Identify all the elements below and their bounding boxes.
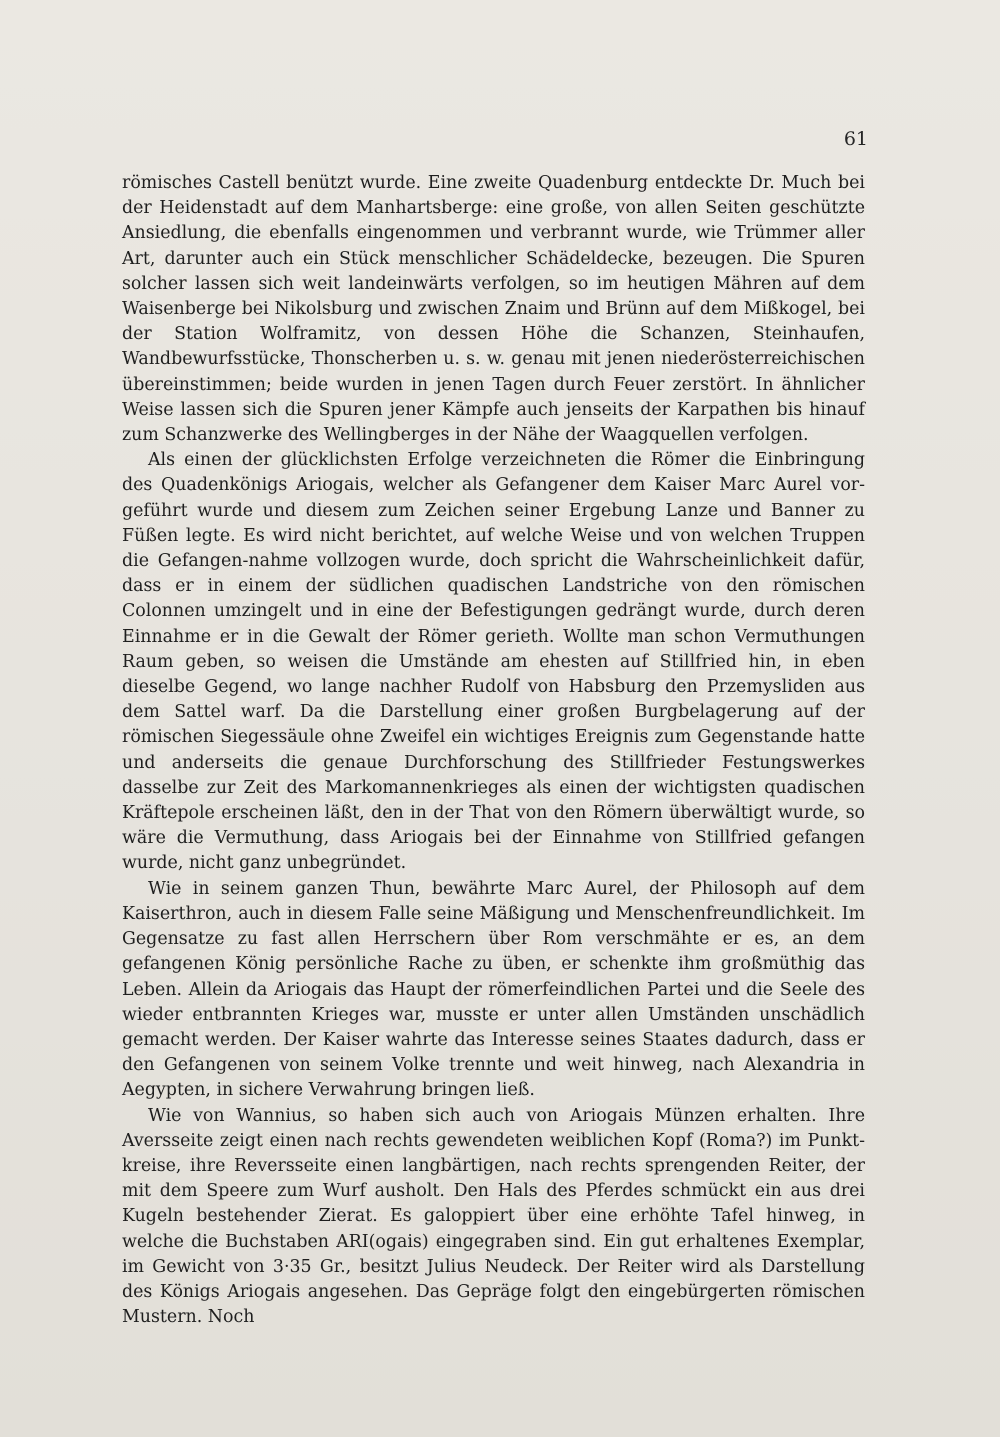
paragraph-1: römisches Castell benützt wurde. Eine zweite Quadenburg entdeckte Dr. Much bei der Heidenstadt auf dem Manhartsberge: eine große, von allen Seiten geschützte Ansiedlung, die ebenfalls eingenommen und verbrannt wurde, wie Trümmer aller Art, darunter auch ein Stück menschlicher Schädeldecke, bezeugen. Die Spuren solcher lassen sich weit landeinwärts verfolgen, so im heutigen Mähren auf dem Waisenberge bei Nikolsburg und zwischen Znaim und Brünn auf dem Mißkogel, bei der Station Wolframitz, von dessen Höhe die Schanzen, Steinhaufen, Wandbewurfsstücke, Thonscherben u. s. w. genau mit jenen niederösterreichischen übereinstimmen; beide wurden in jenen Tagen durch Feuer zerstört. In ähnlicher Weise lassen sich die Spuren jener Kämpfe auch jenseits der Karpathen bis hinauf zum Schanzwerke des Wellingberges in der Nähe der Waagquellen verfolgen. [122, 173, 865, 446]
paragraph-2: Als einen der glücklichsten Erfolge verzeichneten die Römer die Einbringung des Quadenkönigs Ariogais, welcher als Gefangener dem Kaiser Marc Aurel vor-geführt wurde und diesem zum Zeichen seiner Ergebung Lanze und Banner zu Füßen legte. Es wird nicht berichtet, auf welche Weise und von welchen Truppen die Gefangen-nahme vollzogen wurde, doch spricht die Wahrscheinlichkeit dafür, dass er in einem der südlichen quadischen Landstriche von den römischen Colonnen umzingelt und in eine der Befestigungen gedrängt wurde, durch deren Einnahme er in die Gewalt der Römer gerieth. Wollte man schon Vermuthungen Raum geben, so weisen die Umstände am ehesten auf Stillfried hin, in eben dieselbe Gegend, wo lange nachher Rudolf von Habsburg den Przemysliden aus dem Sattel warf. Da die Darstellung einer großen Burgbelagerung auf der römischen Siegessäule ohne Zweifel ein wichtiges Ereignis zum Gegenstande hatte und anderseits die genaue Durchforschung des Stillfrieder Festungswerkes dasselbe zur Zeit des Markomannenkrieges als einen der wichtigsten quadischen Kräftepole erscheinen läßt, den in der That von den Römern überwältigt wurde, so wäre die Vermuthung, dass Ariogais bei der Einnahme von Stillfried gefangen wurde, nicht ganz unbegründet. [122, 450, 865, 874]
paragraph-4: Wie von Wannius, so haben sich auch von Ariogais Münzen erhalten. Ihre Aversseite zeigt einen nach rechts gewendeten weiblichen Kopf (Roma?) im Punkt-kreise, ihre Reversseite einen langbärtigen, nach rechts sprengenden Reiter, der mit dem Speere zum Wurf ausholt. Den Hals des Pferdes schmückt ein aus drei Kugeln bestehender Zierat. Es galoppiert über eine erhöhte Tafel hinweg, in welche die Buchstaben ARI(ogais) eingegraben sind. Ein gut erhaltenes Exemplar, im Gewicht von 3·35 Gr., besitzt Julius Neudeck. Der Reiter wird als Darstellung des Königs Ariogais angesehen. Das Gepräge folgt den eingebürgerten römischen Mustern. Noch [122, 1105, 865, 1328]
paragraph-3: Wie in seinem ganzen Thun, bewährte Marc Aurel, der Philosoph auf dem Kaiserthron, auch in diesem Falle seine Mäßigung und Menschenfreundlichkeit. Im Gegensatze zu fast allen Herrschern über Rom verschmähte er es, an dem gefangenen König persönliche Rache zu üben, er schenkte ihm großmüthig das Leben. Allein da Ariogais das Haupt der römerfeindlichen Partei und die Seele des wieder entbrannten Krieges war, musste er unter allen Umständen unschädlich gemacht werden. Der Kaiser wahrte das Interesse seines Staates dadurch, dass er den Gefangenen von seinem Volke trennte und weit hinweg, nach Alexandria in Aegypten, in sichere Verwahrung bringen ließ. [122, 878, 865, 1101]
page-number: 61 [843, 128, 868, 150]
body-text [122, 171, 865, 1330]
